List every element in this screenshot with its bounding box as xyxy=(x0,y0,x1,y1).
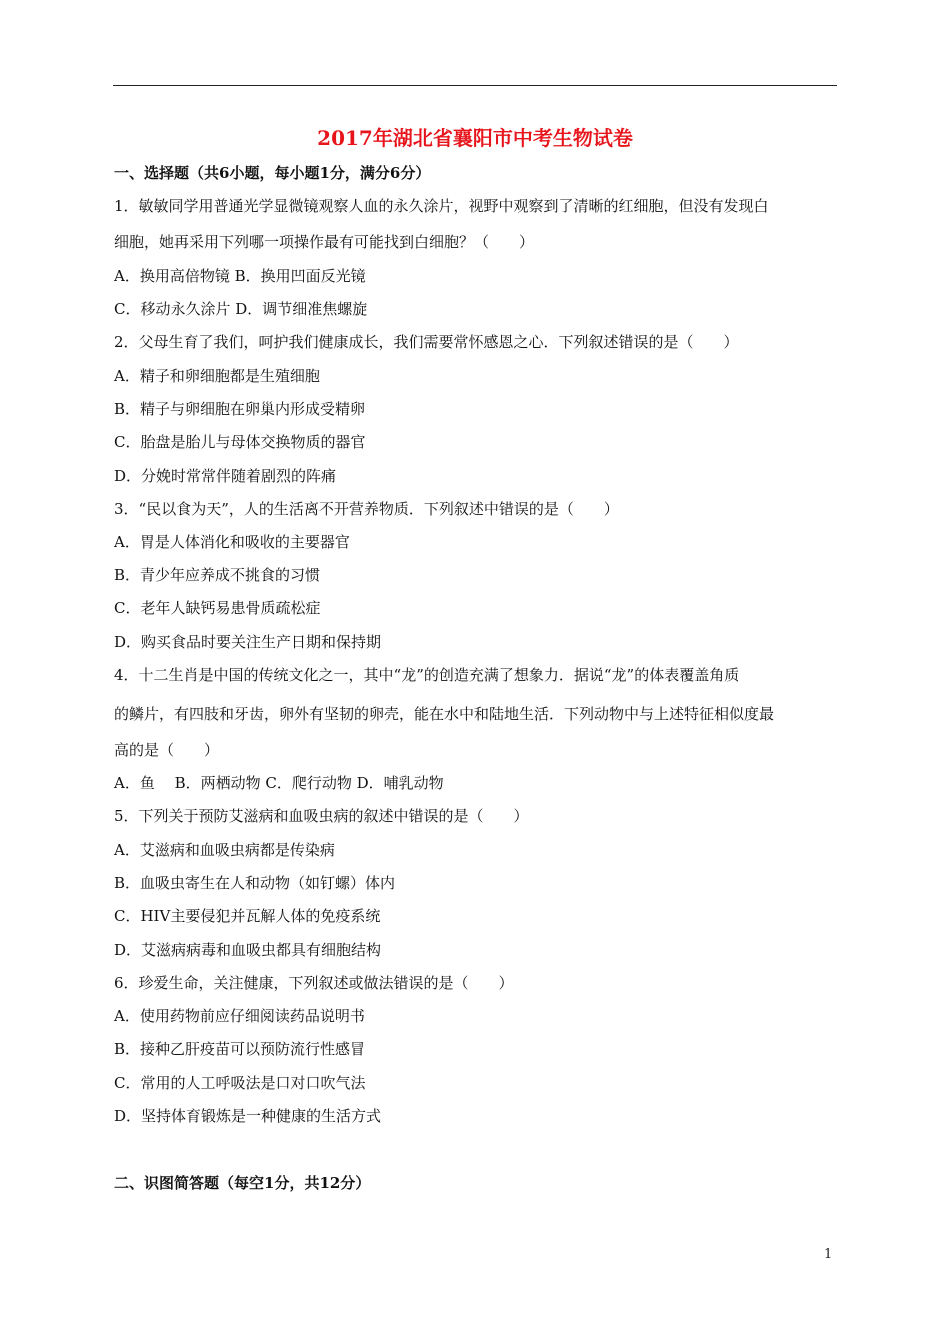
exam-title: 2017年湖北省襄阳市中考生物试卷 xyxy=(317,126,633,150)
question-6-stem: 6．珍爱生命，关注健康，下列叙述或做法错误的是（ ） xyxy=(114,974,514,992)
question-1-options-line-1: A．换用高倍物镜 B．换用凹面反光镜 xyxy=(114,267,366,285)
question-2-stem: 2．父母生育了我们，呵护我们健康成长，我们需要常怀感恩之心．下列叙述错误的是（ ） xyxy=(114,333,739,351)
question-5-stem: 5．下列关于预防艾滋病和血吸虫病的叙述中错误的是（ ） xyxy=(114,807,529,825)
section-heading-diagram: 二、识图简答题（每空1分，共12分） xyxy=(114,1174,371,1192)
question-1-stem-line-1: 1．敏敏同学用普通光学显微镜观察人血的永久涂片，视野中观察到了清晰的红细胞，但没有发现白 xyxy=(114,197,769,215)
question-4-stem-line-1: 4．十二生肖是中国的传统文化之一，其中“龙”的创造充满了想象力．据说“龙”的体表覆盖角质 xyxy=(114,666,740,684)
question-2-option-a: A．精子和卵细胞都是生殖细胞 xyxy=(114,367,320,385)
question-5-option-d: D．艾滋病病毒和血吸虫都具有细胞结构 xyxy=(114,941,382,959)
question-2-option-b: B．精子与卵细胞在卵巢内形成受精卵 xyxy=(114,400,366,418)
question-4-options: A．鱼 B．两栖动物 C．爬行动物 D．哺乳动物 xyxy=(114,774,444,792)
question-2-option-d: D．分娩时常常伴随着剧烈的阵痛 xyxy=(114,467,337,485)
question-6-option-d: D．坚持体育锻炼是一种健康的生活方式 xyxy=(114,1107,382,1125)
question-1-options-line-2: C．移动永久涂片 D．调节细准焦螺旋 xyxy=(114,300,368,318)
question-6-option-a: A．使用药物前应仔细阅读药品说明书 xyxy=(114,1007,365,1025)
question-3-option-d: D．购买食品时要关注生产日期和保持期 xyxy=(114,633,382,651)
question-6-option-b: B．接种乙肝疫苗可以预防流行性感冒 xyxy=(114,1040,366,1058)
question-4-stem-line-2: 的鳞片，有四肢和牙齿，卵外有坚韧的卵壳，能在水中和陆地生活．下列动物中与上述特征相似度最 xyxy=(114,705,775,723)
question-1-stem-line-2: 细胞，她再采用下列哪一项操作最有可能找到白细胞？（ ） xyxy=(114,233,535,251)
question-3-option-a: A．胃是人体消化和吸收的主要器官 xyxy=(114,533,350,551)
header-rule xyxy=(113,85,837,86)
question-6-option-c: C．常用的人工呼吸法是口对口吹气法 xyxy=(114,1074,366,1092)
question-4-stem-line-3: 高的是（ ） xyxy=(114,741,220,759)
question-5-option-a: A．艾滋病和血吸虫病都是传染病 xyxy=(114,841,335,859)
question-3-option-b: B．青少年应养成不挑食的习惯 xyxy=(114,566,321,584)
section-heading-choice: 一、选择题（共6小题，每小题1分，满分6分） xyxy=(114,164,431,182)
question-3-stem: 3．“民以食为天”，人的生活离不开营养物质．下列叙述中错误的是（ ） xyxy=(114,500,619,518)
question-5-option-b: B．血吸虫寄生在人和动物（如钉螺）体内 xyxy=(114,874,396,892)
question-2-option-c: C．胎盘是胎儿与母体交换物质的器官 xyxy=(114,433,366,451)
question-5-option-c: C．HIV主要侵犯并瓦解人体的免疫系统 xyxy=(114,907,381,925)
page-number: 1 xyxy=(824,1247,833,1262)
question-3-option-c: C．老年人缺钙易患骨质疏松症 xyxy=(114,599,321,617)
